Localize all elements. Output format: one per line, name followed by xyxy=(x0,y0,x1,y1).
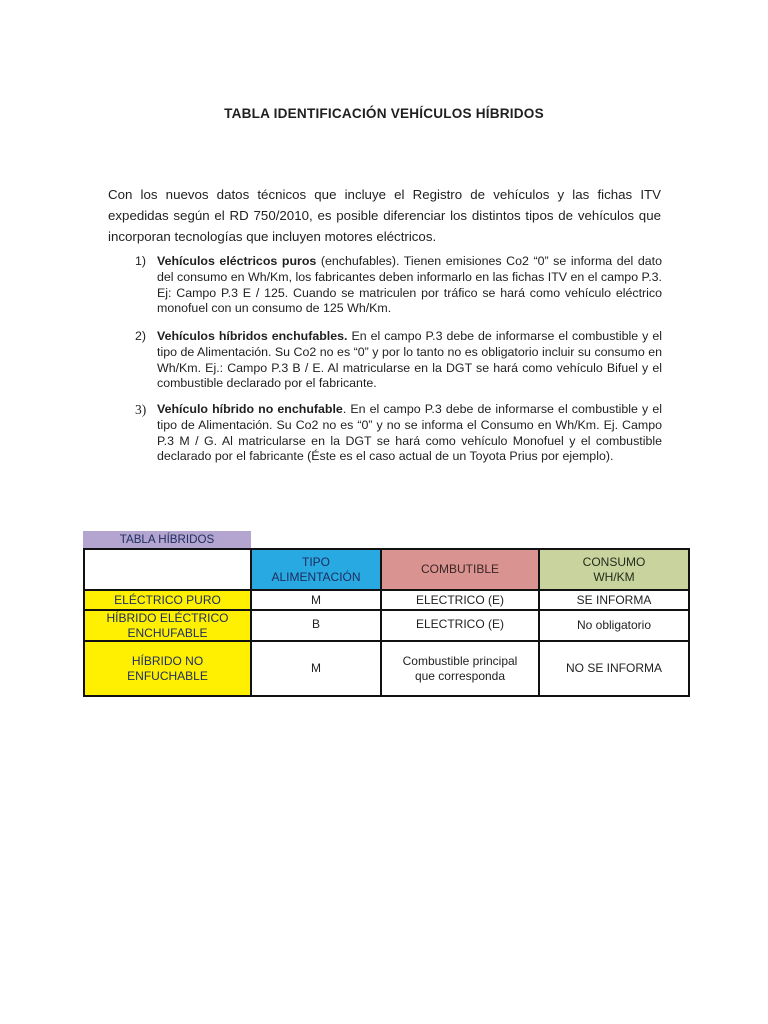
header-combustible: COMBUTIBLE xyxy=(381,549,539,590)
list-item-lead: Vehículos híbridos enchufables. xyxy=(157,329,348,343)
row-name-cell: HÍBRIDO NO ENFUCHABLE xyxy=(84,641,251,696)
list-item-text xyxy=(157,402,662,465)
row-combustible-cell: ELECTRICO (E) xyxy=(381,590,539,610)
row-alimentacion-cell: B xyxy=(251,610,381,641)
table-row xyxy=(84,610,689,641)
header-line: CONSUMO xyxy=(582,555,646,569)
hybrids-table xyxy=(83,548,690,697)
row-name-cell: ELÉCTRICO PURO xyxy=(84,590,251,610)
header-line: TIPO xyxy=(301,555,330,569)
table-row xyxy=(84,590,689,610)
header-tipo-alimentacion xyxy=(251,549,381,590)
list-item-body: (enchufables). Tienen emisiones Co2 “0” se informa del dato del consumo en Wh/Km, los fabricantes deben informarlo en las fichas ITV en el campo P.3. Ej: Campo P.3 E / 125. Cuando se matriculen por tráfico se hará como vehículo eléctrico monofuel con un consumo de 125 Wh/Km. xyxy=(157,254,662,316)
list-item-hibridos-enchufables xyxy=(135,329,662,392)
list-item-text xyxy=(157,254,662,317)
list-item-lead: Vehículos eléctricos puros xyxy=(157,254,317,268)
table-caption: TABLA HÍBRIDOS xyxy=(83,531,251,548)
row-consumo-cell: No obligatorio xyxy=(539,610,689,641)
header-empty-cell xyxy=(84,549,251,590)
row-combustible-cell: ELECTRICO (E) xyxy=(381,610,539,641)
list-item-body: . En el campo P.3 debe de informarse el combustible y el tipo de Alimentación. Su Co2 no es “0” y no se informa el Consumo en Wh/Km. Ej. Campo P.3 M / G. Al matricularse en la DGT se hará como vehículo Monofuel y el combustible declarado por el fabricante (Éste es el caso actual de un Toyota Prius por ejemplo). xyxy=(157,402,662,464)
list-item-hibrido-no-enchufable xyxy=(135,402,662,465)
header-consumo xyxy=(539,549,689,590)
row-consumo-cell: NO SE INFORMA xyxy=(539,641,689,696)
row-alimentacion-cell: M xyxy=(251,590,381,610)
row-alimentacion-cell: M xyxy=(251,641,381,696)
list-marker: 2) xyxy=(135,329,147,343)
table-header-row xyxy=(84,549,689,590)
list-marker: 1) xyxy=(135,254,147,268)
list-item-lead: Vehículo híbrido no enchufable xyxy=(157,402,343,416)
list-item-electricos-puros xyxy=(135,254,662,317)
intro-paragraph: Con los nuevos datos técnicos que incluye el Registro de vehículos y las fichas ITV expedidas según el RD 750/2010, es posible diferenciar los distintos tipos de vehículos que incorporan tecnologías que incluyen motores eléctricos. xyxy=(108,187,661,244)
page-title: TABLA IDENTIFICACIÓN VEHÍCULOS HÍBRIDOS xyxy=(224,106,544,121)
table-row xyxy=(84,641,689,696)
list-marker: 3) xyxy=(135,402,147,417)
list-item-text xyxy=(157,329,662,392)
header-line: WH/KM xyxy=(593,569,635,584)
list-item-body: En el campo P.3 debe de informarse el combustible y el tipo de Alimentación. Su Co2 no es “0” y por lo tanto no es obligatorio incluir su consumo en Wh/Km. Ej.: Campo P.3 B / E. Al matricularse en la DGT se hará como vehículo Bifuel y el combustible declarado por el fabricante. xyxy=(157,329,662,391)
row-name-cell: HÍBRIDO ELÉCTRICO ENCHUFABLE xyxy=(84,610,251,641)
row-combustible-cell: Combustible principal que corresponda xyxy=(381,641,539,696)
row-consumo-cell: SE INFORMA xyxy=(539,590,689,610)
header-line: ALIMENTACIÓN xyxy=(271,569,361,584)
